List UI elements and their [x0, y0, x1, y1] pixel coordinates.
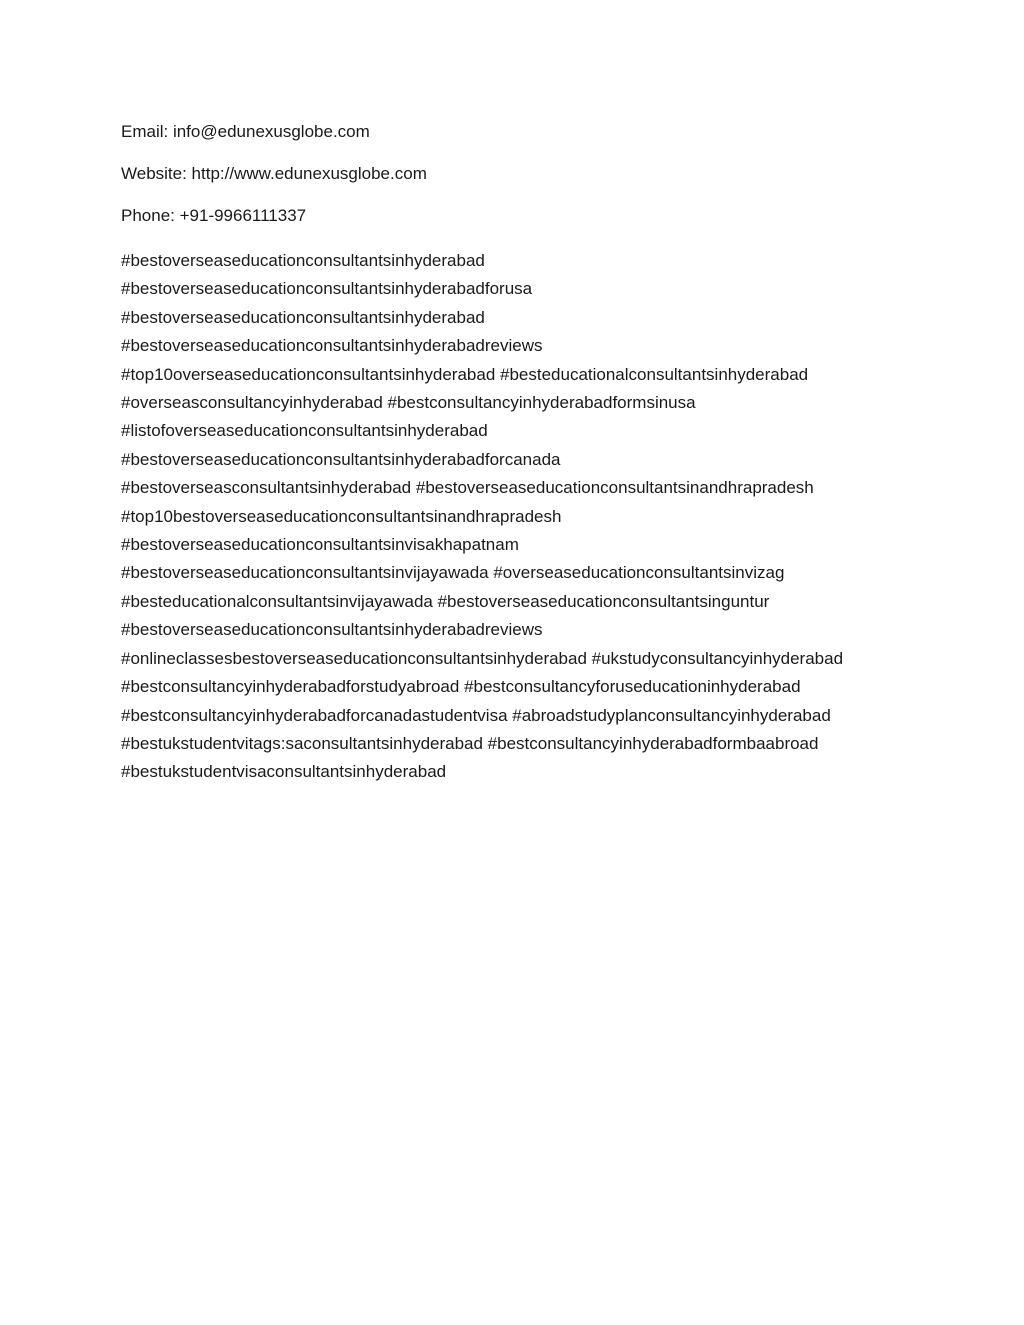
- hashtag-line: #bestoverseaseducationconsultantsinvisakhapatnam: [121, 535, 519, 555]
- hashtag-line: #bestukstudentvitags:saconsultantsinhyderabad #bestconsultancyinhyderabadformbaabroad: [121, 733, 819, 753]
- hashtag-line: #bestoverseaseducationconsultantsinhyderabadreviews: [121, 336, 543, 356]
- hashtag-line: #bestoverseaseducationconsultantsinhyderabad: [121, 307, 485, 327]
- hashtag-line: #bestoverseaseducationconsultantsinvijayawada #overseaseducationconsultantsinvizag: [121, 563, 785, 583]
- hashtag-line: #bestoverseasconsultantsinhyderabad #bestoverseaseducationconsultantsinandhrapradesh: [121, 478, 814, 498]
- hashtag-line: #top10overseaseducationconsultantsinhyderabad #besteducationalconsultantsinhyderabad: [121, 364, 809, 384]
- hashtag-line: #bestukstudentvisaconsultantsinhyderabad: [121, 762, 447, 782]
- phone-line: Phone: +91-9966111337: [121, 206, 307, 225]
- document-page: [121, 121, 981, 787]
- hashtag-line: #bestconsultancyinhyderabadforstudyabroad #bestconsultancyforuseducationinhyderabad: [121, 677, 801, 697]
- hashtag-line: #bestoverseaseducationconsultantsinhyderabadforcanada: [121, 449, 561, 469]
- email-line[interactable]: Email: info@edunexusglobe.com: [121, 122, 370, 141]
- hashtag-line: #top10bestoverseaseducationconsultantsinandhrapradesh: [121, 506, 562, 526]
- hashtag-line: #onlineclassesbestoverseaseducationconsultantsinhyderabad #ukstudyconsultancyinhyderabad: [121, 648, 844, 668]
- hashtag-line: #bestoverseaseducationconsultantsinhyderabadreviews: [121, 620, 543, 640]
- hashtag-line: #overseasconsultancyinhyderabad #bestconsultancyinhyderabadformsinusa: [121, 393, 696, 413]
- hashtag-paragraph: [121, 247, 981, 787]
- hashtag-line: #bestconsultancyinhyderabadforcanadastudentvisa #abroadstudyplanconsultancyinhyderabad: [121, 705, 831, 725]
- website-line[interactable]: Website: http://www.edunexusglobe.com: [121, 164, 427, 183]
- hashtag-line: #bestoverseaseducationconsultantsinhyderabadforusa: [121, 279, 533, 299]
- hashtag-line: #bestoverseaseducationconsultantsinhyderabad: [121, 251, 485, 270]
- hashtag-line: #besteducationalconsultantsinvijayawada #bestoverseaseducationconsultantsinguntur: [121, 591, 770, 611]
- hashtag-line: #listofoverseaseducationconsultantsinhyderabad: [121, 421, 488, 441]
